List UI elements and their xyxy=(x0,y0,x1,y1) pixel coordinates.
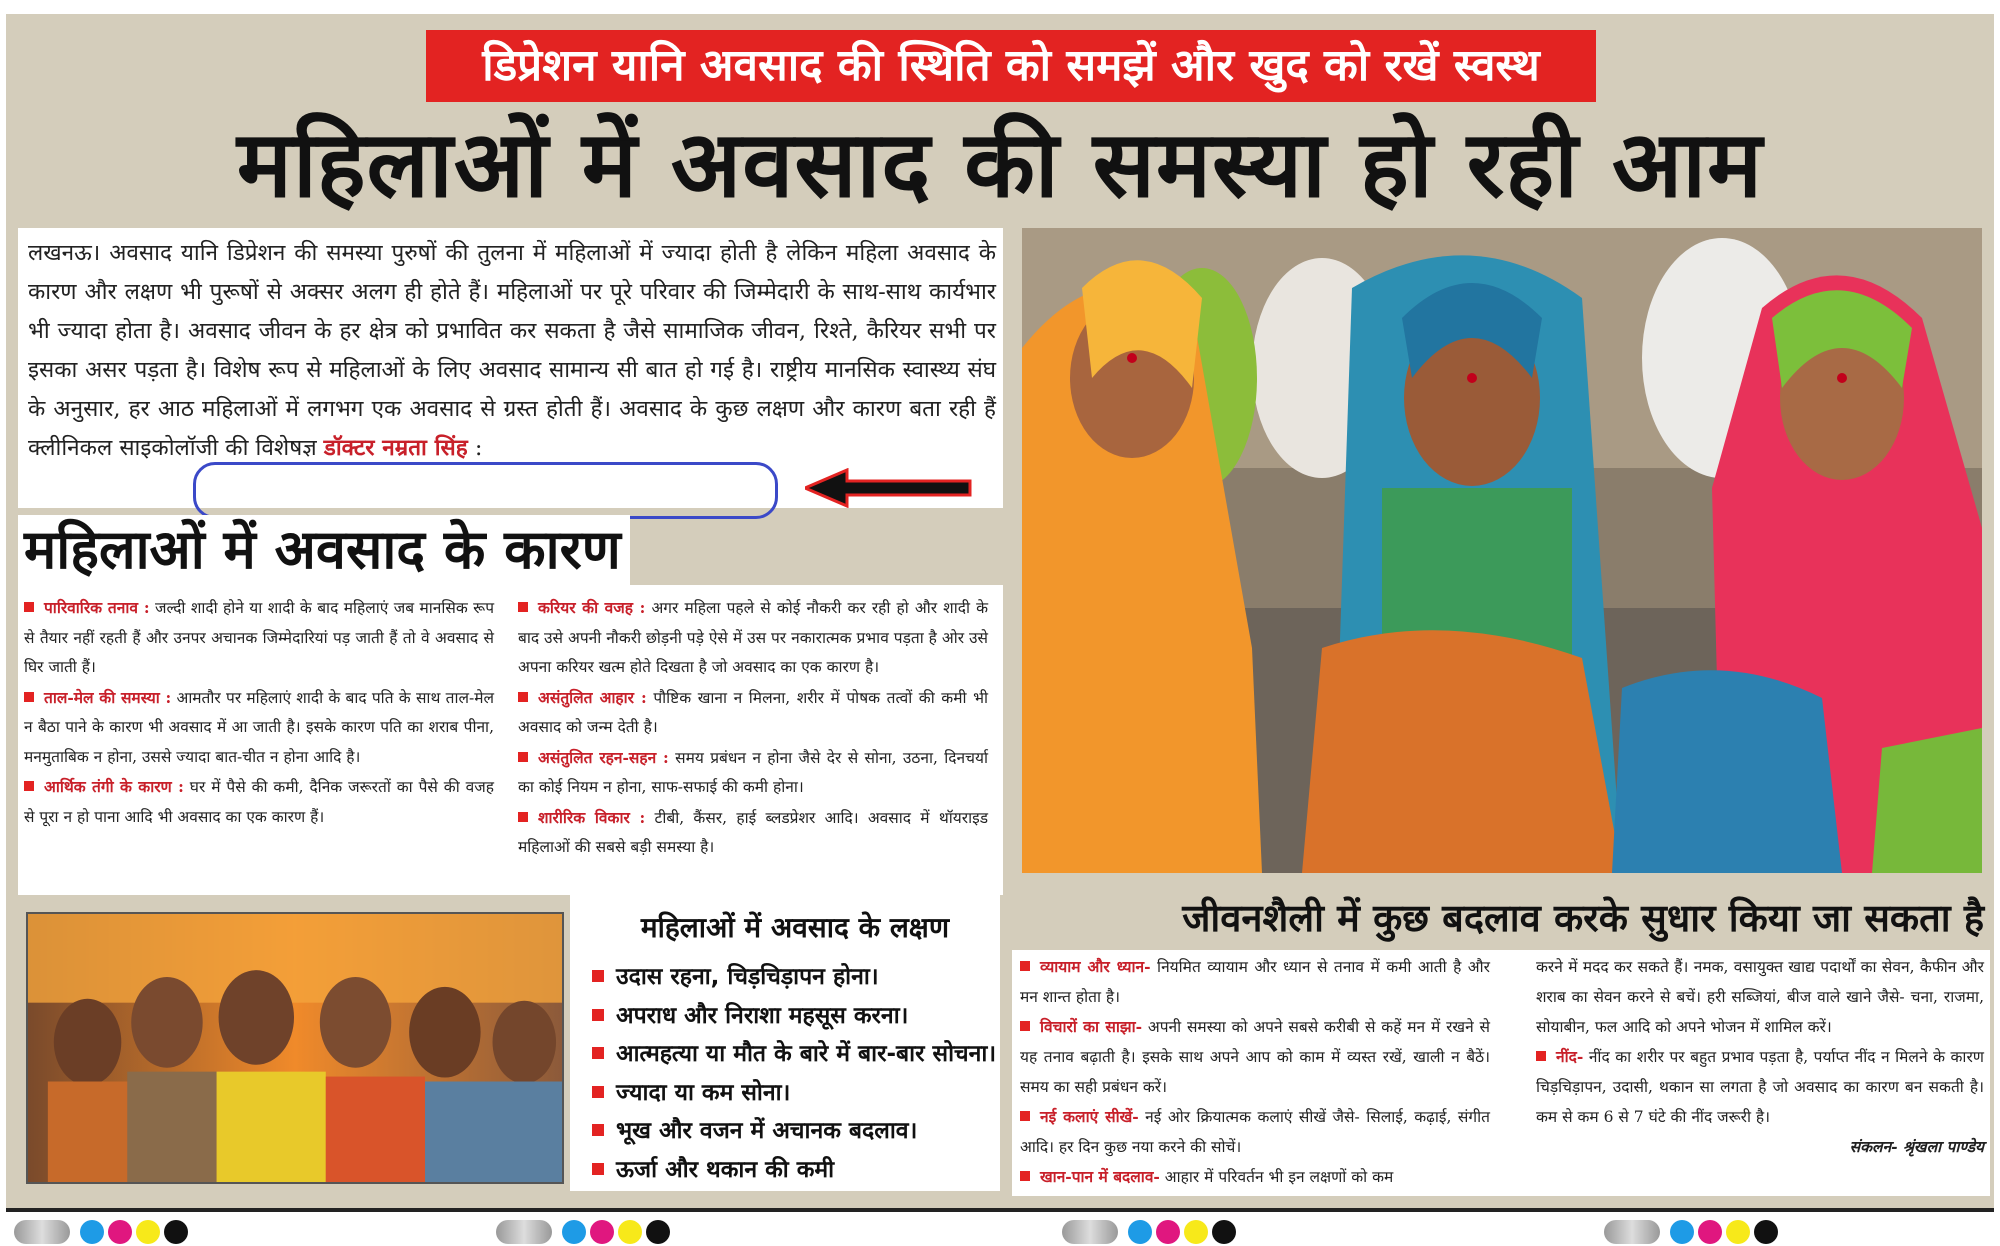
symptom-item xyxy=(592,1151,1000,1190)
cause-label: ताल-मेल की समस्या : xyxy=(44,687,172,707)
registration-mark-icon xyxy=(1062,1218,1236,1246)
cause-label: पारिवारिक तनाव : xyxy=(44,598,150,617)
bullet-square-icon xyxy=(592,970,604,982)
bullet-square-icon xyxy=(1020,961,1030,971)
cause-text: पौष्टिक खाना न मिलना, शरीर में पोषक तत्वों की कमी भी अवसाद को जन्म देती है। xyxy=(518,688,988,736)
bullet-square-icon xyxy=(592,1163,604,1175)
bullet-square-icon xyxy=(592,1009,604,1021)
bullet-square-icon xyxy=(518,692,528,702)
tip-item xyxy=(1020,1102,1490,1162)
cause-text: जल्दी शादी होने या शादी के बाद महिलाएं जब मानसिक रूप से तैयार नहीं रहती हैं और उनपर अचानक जिम्मेदारियां पड़ जाती हैं तो वे अवसाद से घिर जाती हैं। xyxy=(24,599,494,676)
intro-paragraph xyxy=(28,234,996,468)
registration-mark-icon xyxy=(14,1218,188,1246)
bullet-square-icon xyxy=(1020,1171,1030,1181)
lifestyle-heading: जीवनशैली में कुछ बदलाव करके सुधार किया जा सकता है xyxy=(1182,896,1984,940)
registration-mark-icon xyxy=(1604,1218,1778,1246)
kicker-banner: डिप्रेशन यानि अवसाद की स्थिति को समझें और खुद को रखें स्वस्थ xyxy=(426,30,1596,102)
bullet-square-icon xyxy=(518,602,528,612)
symptom-text: अपराध और निराशा महसूस करना। xyxy=(616,1002,909,1029)
symptom-item xyxy=(592,958,1000,997)
tip-text: नियमित व्यायाम और ध्यान से तनाव में कमी आती है और मन शान्त होता है। xyxy=(1020,958,1490,1006)
tip-item xyxy=(1536,1042,1984,1132)
bullet-square-icon xyxy=(24,602,34,612)
bullet-square-icon xyxy=(518,752,528,762)
symptom-item xyxy=(592,1074,1000,1113)
cause-text: अगर महिला पहले से कोई नौकरी कर रही हो और शादी के बाद उसे अपनी नौकरी छोड़नी पड़े ऐसे में उस पर नकारात्मक प्रभाव पड़ता है ओर उसे अपना करियर खत्म होते दिखता है जो अवसाद का एक कारण है। xyxy=(518,599,988,676)
expert-name: डॉक्टर नम्रता सिंह xyxy=(323,435,468,461)
cause-label: असंतुलित आहार : xyxy=(538,687,647,707)
symptom-item xyxy=(592,1112,1000,1151)
symptoms-list xyxy=(592,958,1000,1189)
highlight-oval xyxy=(193,462,778,519)
cause-item xyxy=(518,743,988,803)
cause-item xyxy=(24,593,494,683)
tip-label: विचारों का साझा- xyxy=(1040,1017,1143,1036)
tip-text: नई ओर क्रियात्मक कलाएं सीखें जैसे- सिलाई, कढ़ाई, संगीत आदि। हर दिन कुछ नया करने की सोचें। xyxy=(1020,1108,1490,1156)
bullet-square-icon xyxy=(1020,1111,1030,1121)
tip-continuation: करने में मदद कर सकते हैं। नमक, वसायुक्त खाद्य पदार्थों का सेवन, कैफीन और शराब का सेवन करने से बचें। हरी सब्जियां, बीज वाले खाने जैसे- चना, राजमा, सोयाबीन, फल आदि को अपने भोजन में शामिल करें। xyxy=(1536,958,1984,1036)
cause-label: करियर की वजह : xyxy=(538,598,646,617)
arrow-left-icon xyxy=(805,468,975,508)
bullet-square-icon xyxy=(1020,1021,1030,1031)
photo-women-seated xyxy=(1022,228,1982,873)
bullet-square-icon xyxy=(1536,1051,1546,1061)
symptom-text: आत्महत्या या मौत के बारे में बार-बार सोचना। xyxy=(616,1041,997,1067)
bullet-square-icon xyxy=(592,1086,604,1098)
tip-label: नींद- xyxy=(1556,1047,1584,1066)
registration-mark-icon xyxy=(496,1218,670,1246)
cause-item xyxy=(518,803,988,863)
tip-label: नई कलाएं सीखें- xyxy=(1040,1107,1139,1126)
cause-label: शारीरिक विकार : xyxy=(538,807,646,827)
causes-box xyxy=(18,585,1003,895)
lifestyle-column-2 xyxy=(1536,952,1984,1162)
intro-tail: : xyxy=(467,435,483,461)
photo-women-group xyxy=(26,912,564,1184)
symptom-item xyxy=(592,997,1000,1036)
symptoms-title: महिलाओं में अवसाद के लक्षण xyxy=(640,911,950,944)
lifestyle-column-1 xyxy=(1020,952,1490,1192)
cause-text: समय प्रबंधन न होना जैसे देर से सोना, उठना, दिनचर्या का कोई नियम न होना, साफ-सफाई की कमी होना। xyxy=(518,748,988,796)
bullet-square-icon xyxy=(24,781,34,791)
bullet-square-icon xyxy=(592,1124,604,1136)
symptom-text: ज्यादा या कम सोना। xyxy=(616,1079,791,1106)
symptom-text: उदास रहना, चिड़चिड़ापन होना। xyxy=(616,964,879,990)
lifestyle-box xyxy=(1012,950,1990,1196)
bottom-rule xyxy=(6,1208,1994,1212)
cause-item xyxy=(518,683,988,743)
tip-text: आहार में परिवर्तन भी इन लक्षणों को कम xyxy=(1159,1168,1394,1186)
cause-item xyxy=(24,772,494,832)
tip-label: खान-पान में बदलाव- xyxy=(1040,1167,1160,1186)
symptom-text: ऊर्जा और थकान की कमी xyxy=(616,1156,835,1183)
tip-item xyxy=(1020,1162,1490,1192)
cause-text: टीबी, कैंसर, हाई ब्लडप्रेशर आदि। अवसाद में थॉयराइड महिलाओं की सबसे बड़ी समस्या है। xyxy=(518,808,989,856)
tip-item xyxy=(1020,1012,1490,1102)
causes-heading: महिलाओं में अवसाद के कारण xyxy=(18,515,630,585)
tip-text: नींद का शरीर पर बहुत प्रभाव पड़ता है, पर्याप्त नींद न मिलने के कारण चिड़चिड़ापन, उदासी, थकान सा लगता है जो अवसाद का कारण बन सकती है। कम से कम 6 से 7 घंटे की नींद जरूरी है। xyxy=(1536,1048,1984,1126)
cause-text: घर में पैसे की कमी, दैनिक जरूरतों का पैसे की वजह से पूरा न हो पाना आदि भी अवसाद का एक कारण हैं। xyxy=(24,778,494,826)
cause-label: आर्थिक तंगी के कारण : xyxy=(44,777,184,796)
causes-column-2 xyxy=(518,593,988,863)
tip-label: व्यायाम और ध्यान- xyxy=(1040,957,1151,976)
bullet-square-icon xyxy=(592,1047,604,1059)
bullet-square-icon xyxy=(24,692,34,702)
bullet-square-icon xyxy=(518,812,528,822)
intro-text: लखनऊ। अवसाद यानि डिप्रेशन की समस्या पुरुषों की तुलना में महिलाओं में ज्यादा होती है लेकिन महिला अवसाद के कारण और लक्षण भी पुरूषों से अक्सर अलग ही होते हैं। महिलाओं पर पूरे परिवार की जिम्मेदारी के साथ-साथ कार्यभार भी ज्यादा होता है। अवसाद जीवन के हर क्षेत्र को प्रभावित कर सकता है जैसे सामाजिक जीवन, रिश्ते, कैरियर सभी पर इसका असर पड़ता है। विशेष रूप से महिलाओं के लिए अवसाद सामान्य सी बात हो गई है। राष्ट्रीय मानसिक स्वास्थ्य संघ के अनुसार, हर आठ महिलाओं में लगभग एक अवसाद से ग्रस्त होती हैं। अवसाद के कुछ लक्षण और कारण बता रही हैं क्लीनिकल साइकोलॉजी की विशेषज्ञ xyxy=(28,240,996,461)
tip-item xyxy=(1020,952,1490,1012)
causes-column-1 xyxy=(24,593,494,832)
compiler-credit: संकलन- श्रृंखला पाण्डेय xyxy=(1849,1137,1984,1156)
cause-item xyxy=(518,593,988,683)
symptom-text: भूख और वजन में अचानक बदलाव। xyxy=(616,1118,918,1144)
cause-label: असंतुलित रहन-सहन : xyxy=(538,747,669,767)
cause-text: आमतौर पर महिलाएं शादी के बाद पति के साथ ताल-मेल न बैठा पाने के कारण भी अवसाद में आ जाती है। इसके कारण पति का शराब पीना, मनमुताबिक न होना, उससे ज्यादा बात-चीत न होना आदि है। xyxy=(24,688,494,766)
symptom-item xyxy=(592,1035,1000,1074)
cause-item xyxy=(24,683,494,773)
tip-text: अपनी समस्या को अपने सबसे करीबी से कहें मन में रखने से यह तनाव बढ़ाती है। इसके साथ अपने आप को काम में व्यस्त रखें, खाली न बैठें। समय का सही प्रबंधन करें। xyxy=(1020,1018,1490,1096)
headline: महिलाओं में अवसाद की समस्या हो रही आम xyxy=(236,111,1764,218)
